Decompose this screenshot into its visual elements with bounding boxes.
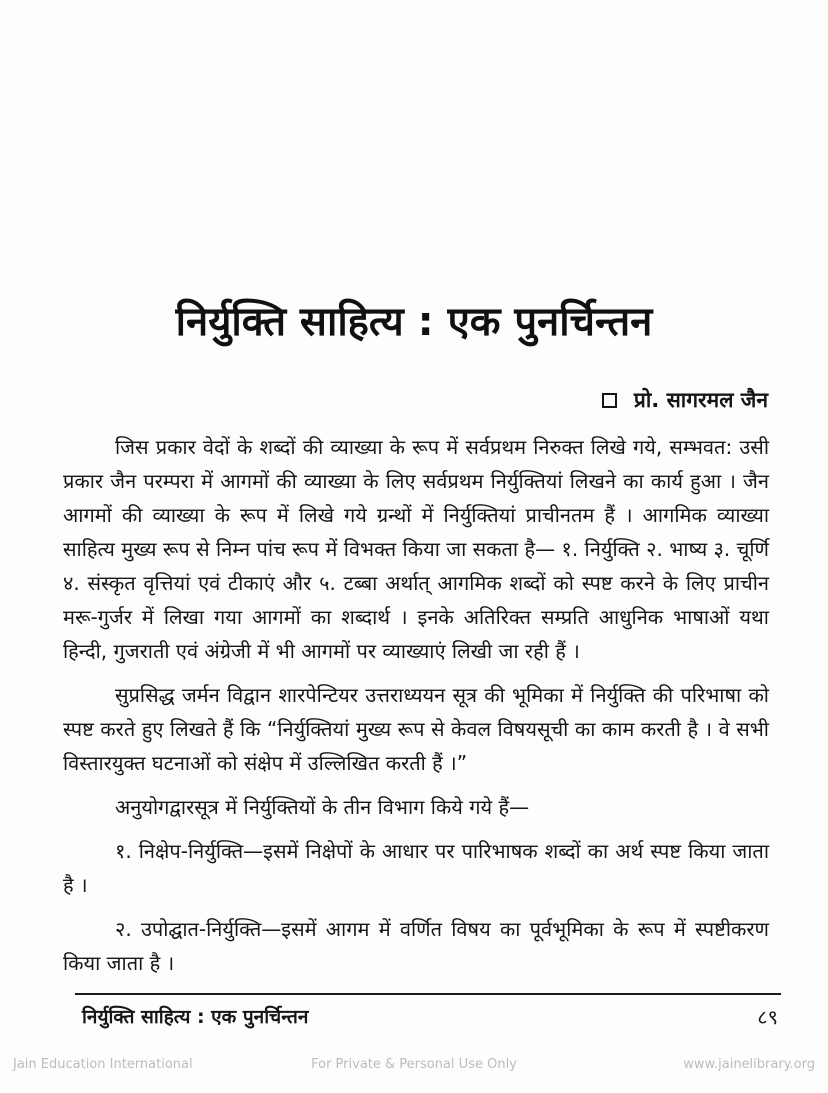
author-line	[602, 386, 768, 414]
body-paragraph-4: १. निक्षेप-निर्युक्ति—इसमें निक्षेपों के आधार पर पारिभाषक शब्दों का अर्थ स्पष्ट किया जाता है ।	[63, 839, 769, 897]
scan-credit-bar	[13, 1057, 815, 1077]
body-paragraph-3: अनुयोगद्वारसूत्र में निर्युक्तियों के तीन विभाग किये गये हैं—	[115, 795, 530, 819]
footer-divider	[75, 993, 781, 995]
body-paragraph-2: सुप्रसिद्ध जर्मन विद्वान शारपेन्टियर उत्तराध्ययन सूत्र की भूमिका में निर्युक्ति की परिभाषा को स्पष्ट करते हुए लिखते हैं कि “निर्युक्तियां मुख्य रूप से केवल विषयसूची का काम करती है । वे सभी विस्तारयुक्त घटनाओं को संक्षेप में उल्लिखित करती हैं ।”	[63, 683, 769, 775]
footer-running-title: निर्युक्ति साहित्य : एक पुनर्चिन्तन	[82, 1006, 309, 1028]
body-paragraph-1: जिस प्रकार वेदों के शब्दों की व्याख्या के रूप में सर्वप्रथम निरुक्त लिखे गये, सम्भवत: उसी प्रकार जैन परम्परा में आगमों की व्याख्या के लिए सर्वप्रथम निर्युक्तियां लिखने का कार्य हुआ । जैन आगमों की व्याख्या के रूप में लिखे गये ग्रन्थों में निर्युक्तियां प्राचीनतम हैं । आगमिक व्याख्या साहित्य मुख्य रूप से निम्न पांच रूप में विभक्त किया जा सकता है— १. निर्युक्ति २. भाष्य ३. चूर्णि ४. संस्कृत वृत्तियां एवं टीकाएं और ५. टब्बा अर्थात् आगमिक शब्दों को स्पष्ट करने के लिए प्राचीन मरू-गुर्जर में लिखा गया आगमों का शब्दार्थ । इनके अतिरिक्त सम्प्रति आधुनिक भाषाओं यथा हिन्दी, गुजराती एवं अंग्रेजी में भी आगमों पर व्याख्याएं लिखी जा रही हैं ।	[63, 435, 769, 663]
credit-right: www.jainelibrary.org	[683, 1057, 815, 1072]
author-name: प्रो. सागरमल जैन	[633, 388, 768, 412]
credit-left: Jain Education International	[13, 1057, 193, 1072]
credit-center: For Private & Personal Use Only	[311, 1057, 517, 1072]
square-bullet-icon	[602, 393, 617, 408]
body-paragraph-5: २. उपोद्घात-निर्युक्ति—इसमें आगम में वर्णित विषय का पूर्वभूमिका के रूप में स्पष्टीकरण किया जाता है ।	[63, 917, 769, 975]
article-body	[63, 430, 769, 990]
page-title: निर्युक्ति साहित्य : एक पुनर्चिन्तन	[175, 299, 653, 345]
footer-page-number: ८९	[757, 1005, 778, 1029]
